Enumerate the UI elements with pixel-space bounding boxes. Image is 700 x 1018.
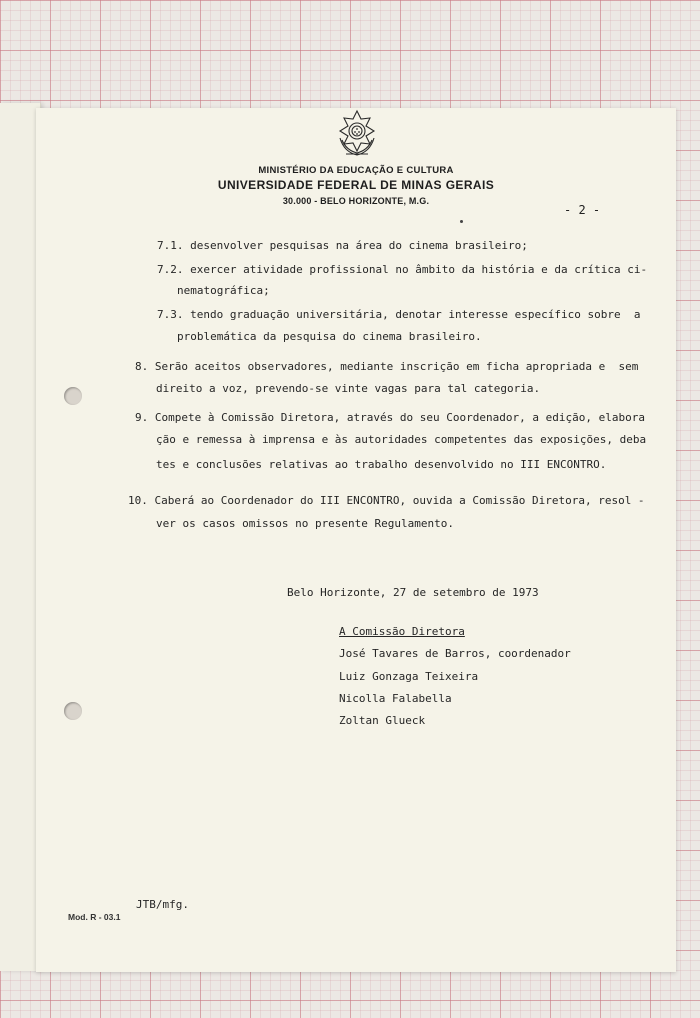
- item-10-line-1: 10. Caberá ao Coordenador do III ENCONTRO, ouvida a Comissão Diretora, resol -: [128, 494, 645, 507]
- typist-initials: JTB/mfg.: [136, 898, 189, 911]
- place-and-date: Belo Horizonte, 27 de setembro de 1973: [287, 586, 539, 599]
- punch-hole-bottom: [64, 702, 82, 720]
- form-code: Mod. R - 03.1: [68, 912, 121, 922]
- ink-dot: [460, 220, 463, 223]
- back-sheet-edge: [0, 103, 41, 971]
- item-8-line-1: 8. Serão aceitos observadores, mediante inscrição em ficha apropriada e sem: [135, 360, 639, 373]
- item-10-line-2: ver os casos omissos no presente Regulamento.: [156, 517, 455, 530]
- item-7-2-line-1: 7.2. exercer atividade profissional no âmbito da história e da crítica ci-: [157, 263, 648, 276]
- item-7-3-line-1: 7.3. tendo graduação universitária, denotar interesse específico sobre a: [157, 308, 641, 321]
- document-page: [36, 108, 676, 972]
- item-8-line-2: direito a voz, prevendo-se vinte vagas para tal categoria.: [156, 382, 541, 395]
- item-7-2-line-2: nematográfica;: [177, 284, 270, 297]
- brazil-coat-of-arms-icon: [332, 108, 382, 158]
- item-9-line-3: tes e conclusões relativas ao trabalho desenvolvido no III ENCONTRO.: [156, 458, 607, 471]
- punch-hole-top: [64, 387, 82, 405]
- ministry-name: MINISTÉRIO DA EDUCAÇÃO E CULTURA: [258, 165, 454, 176]
- item-9-line-2: ção e remessa à imprensa e às autoridades competentes das exposições, deba: [156, 433, 647, 446]
- item-9-line-1: 9. Compete à Comissão Diretora, através do seu Coordenador, a edição, elabora: [135, 411, 645, 424]
- member-4: Zoltan Glueck: [339, 714, 426, 727]
- university-name: UNIVERSIDADE FEDERAL DE MINAS GERAIS: [217, 178, 495, 192]
- committee-title: A Comissão Diretora: [339, 625, 465, 638]
- university-address: 30.000 - BELO HORIZONTE, M.G.: [282, 196, 430, 206]
- member-2: Luiz Gonzaga Teixeira: [339, 670, 479, 683]
- page-number: - 2 -: [564, 203, 601, 217]
- item-7-3-line-2: problemática da pesquisa do cinema brasileiro.: [177, 330, 482, 343]
- item-7-1-line-1: 7.1. desenvolver pesquisas na área do cinema brasileiro;: [157, 239, 528, 252]
- member-coordinator: José Tavares de Barros, coordenador: [339, 647, 571, 660]
- member-3: Nicolla Falabella: [339, 692, 452, 705]
